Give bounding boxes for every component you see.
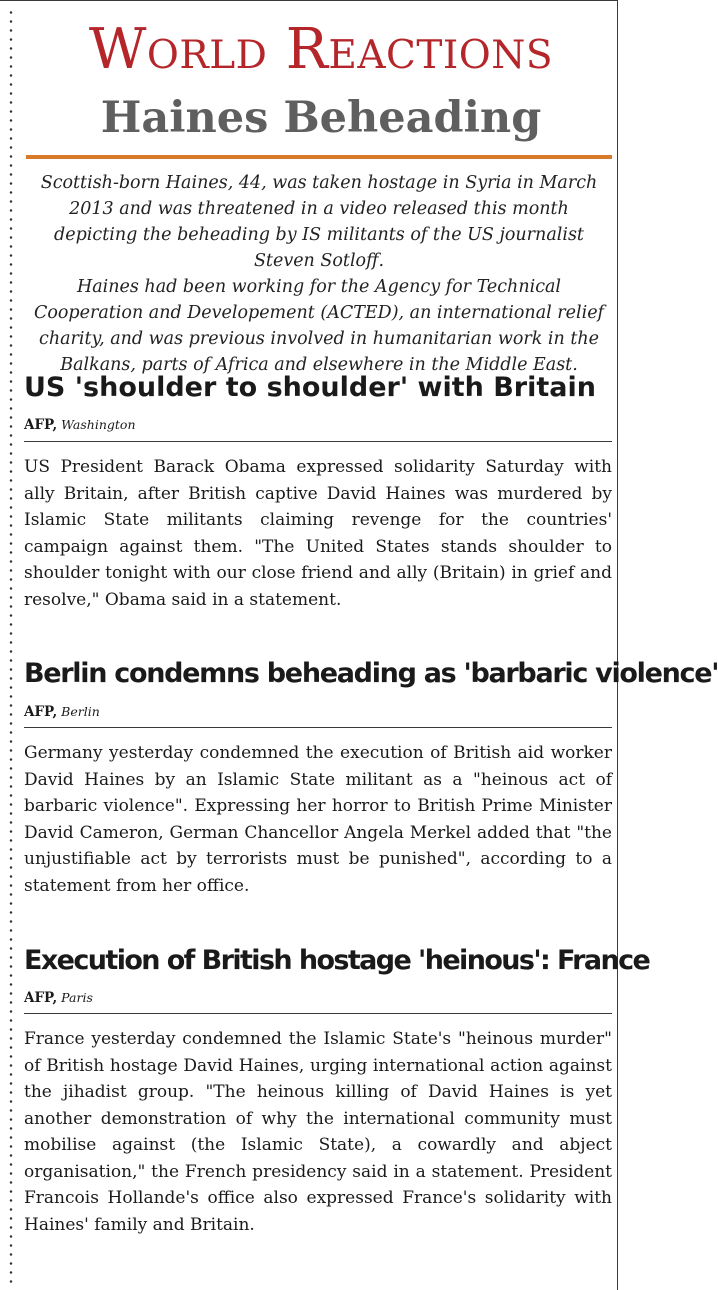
dateline-place: Paris <box>61 990 93 1005</box>
dateline-agency: AFP, <box>24 417 58 433</box>
intro-summary <box>26 170 612 378</box>
top-border <box>0 0 618 1</box>
dateline-agency: AFP, <box>24 704 58 720</box>
story-body: US President Barack Obama expressed solidarity Saturday with ally Britain, after British captive David Haines was murdered by Islamic State militants claiming revenge for the countries' campaign against them. "The United States stands shoulder to shoulder tonight with our close friend and ally (Britain) in grief and resolve," Obama said in a statement. <box>24 457 612 610</box>
dateline-place: Washington <box>61 417 136 432</box>
section-kicker: World Reactions <box>88 17 554 82</box>
story-dateline <box>24 416 584 435</box>
intro-paragraph: Haines had been working for the Agency for Technical Cooperation and Developement (ACTED), an international relief charity, and was previous involved in humanitarian work in the Balkans, parts of Africa and elsewhere in the Middle East. <box>33 277 605 375</box>
story-title: US 'shoulder to shoulder' with Britain <box>24 372 596 403</box>
story-divider <box>24 1013 612 1014</box>
story-divider <box>24 441 612 442</box>
story-body: France yesterday condemned the Islamic State's "heinous murder" of British hostage David Haines, urging international action against the jihadist group. "The heinous killing of David Haines is yet another demonstration of why the international community must mobilise against (the Islamic State), a cowardly and abject organisation," the French presidency said in a statement. President Francois Hollande's office also expressed France's solidarity with Haines' family and Britain. <box>24 1029 612 1235</box>
page-headline: Haines Beheading <box>100 93 542 143</box>
story-divider <box>24 727 612 728</box>
story-title: Berlin condemns beheading as 'barbaric violence' <box>24 658 718 689</box>
story-title: Execution of British hostage 'heinous': France <box>24 945 650 976</box>
story-dateline <box>24 703 584 722</box>
dateline-place: Berlin <box>61 704 100 719</box>
dotted-column-rule <box>9 8 13 1284</box>
story-body: Germany yesterday condemned the execution of British aid worker David Haines by an Islamic State militant as a "heinous act of barbaric violence". Expressing her horror to British Prime Minister David Cameron, German Chancellor Angela Merkel added that "the unjustifiable act by terrorists must be punished", according to a statement from her office. <box>24 743 612 896</box>
dateline-agency: AFP, <box>24 990 58 1006</box>
right-border <box>617 0 618 1290</box>
headline-divider <box>26 155 612 159</box>
intro-paragraph: Scottish-born Haines, 44, was taken hostage in Syria in March 2013 and was threatened in a video released this month depicting the beheading by IS militants of the US journalist Steven Sotloff. <box>40 173 598 271</box>
story-dateline <box>24 989 584 1008</box>
